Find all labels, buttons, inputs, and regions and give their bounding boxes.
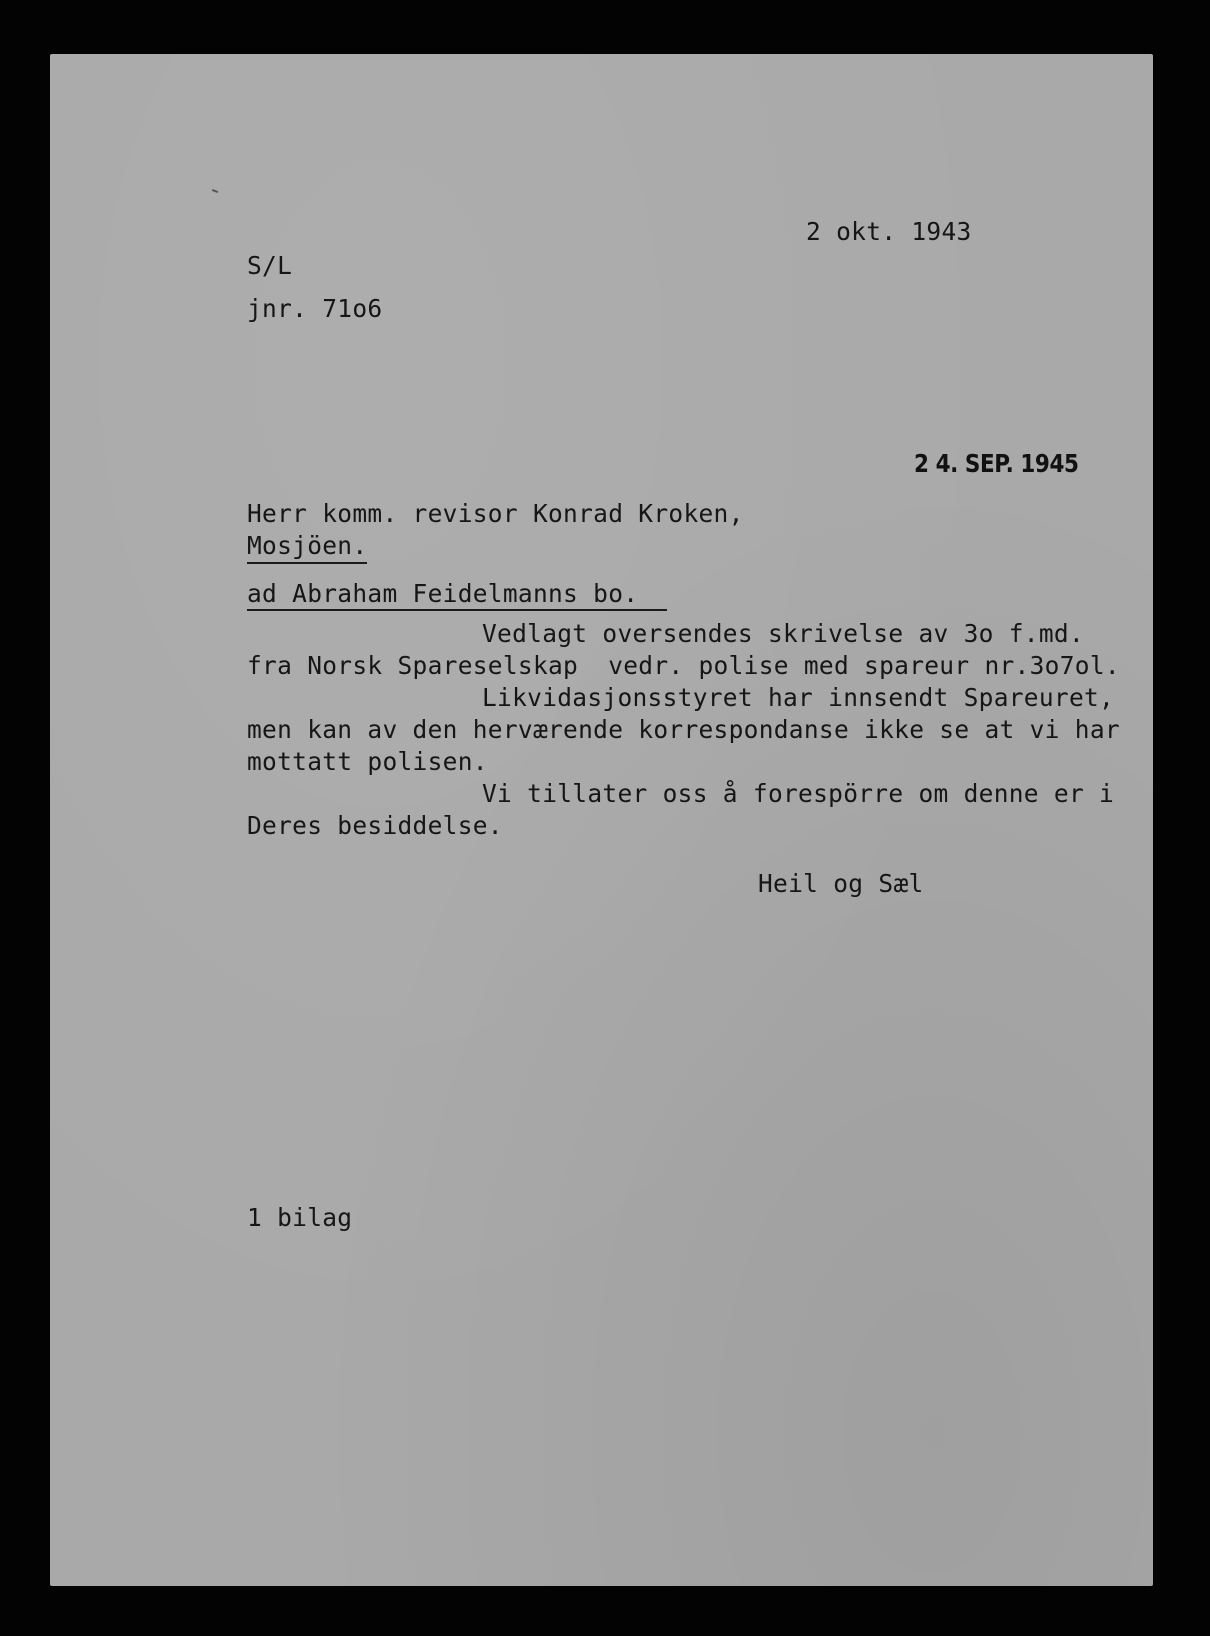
enclosure-note: 1 bilag bbox=[247, 1203, 353, 1232]
body-line: Likvidasjonsstyret har innsendt Spareuret, bbox=[482, 683, 1115, 712]
addressee-line: Herr komm. revisor Konrad Kroken, bbox=[247, 499, 744, 528]
subject-underline bbox=[247, 609, 667, 611]
subject-line: ad Abraham Feidelmanns bo. bbox=[247, 579, 639, 608]
received-date-stamp: 2 4. SEP. 1945 bbox=[914, 449, 1079, 478]
body-line: Vi tillater oss å forespörre om denne er i bbox=[482, 779, 1115, 808]
addressee-place: Mosjöen. bbox=[247, 531, 368, 560]
journal-number: jnr. 71o6 bbox=[247, 294, 383, 323]
reference-initials: S/L bbox=[247, 251, 293, 280]
paper-speck bbox=[212, 189, 218, 193]
letter-sheet bbox=[50, 54, 1153, 1586]
body-line: mottatt polisen. bbox=[247, 747, 488, 776]
addressee-place-underline bbox=[247, 562, 367, 564]
body-line: men kan av den herværende korrespondanse ikke se at vi har bbox=[247, 715, 1120, 744]
body-line: fra Norsk Spareselskap vedr. polise med spareur nr.3o7ol. bbox=[247, 651, 1120, 680]
letter-date: 2 okt. 1943 bbox=[806, 217, 972, 246]
body-line: Deres besiddelse. bbox=[247, 811, 503, 840]
body-line: Vedlagt oversendes skrivelse av 3o f.md. bbox=[482, 619, 1085, 648]
closing-salutation: Heil og Sæl bbox=[758, 869, 924, 898]
